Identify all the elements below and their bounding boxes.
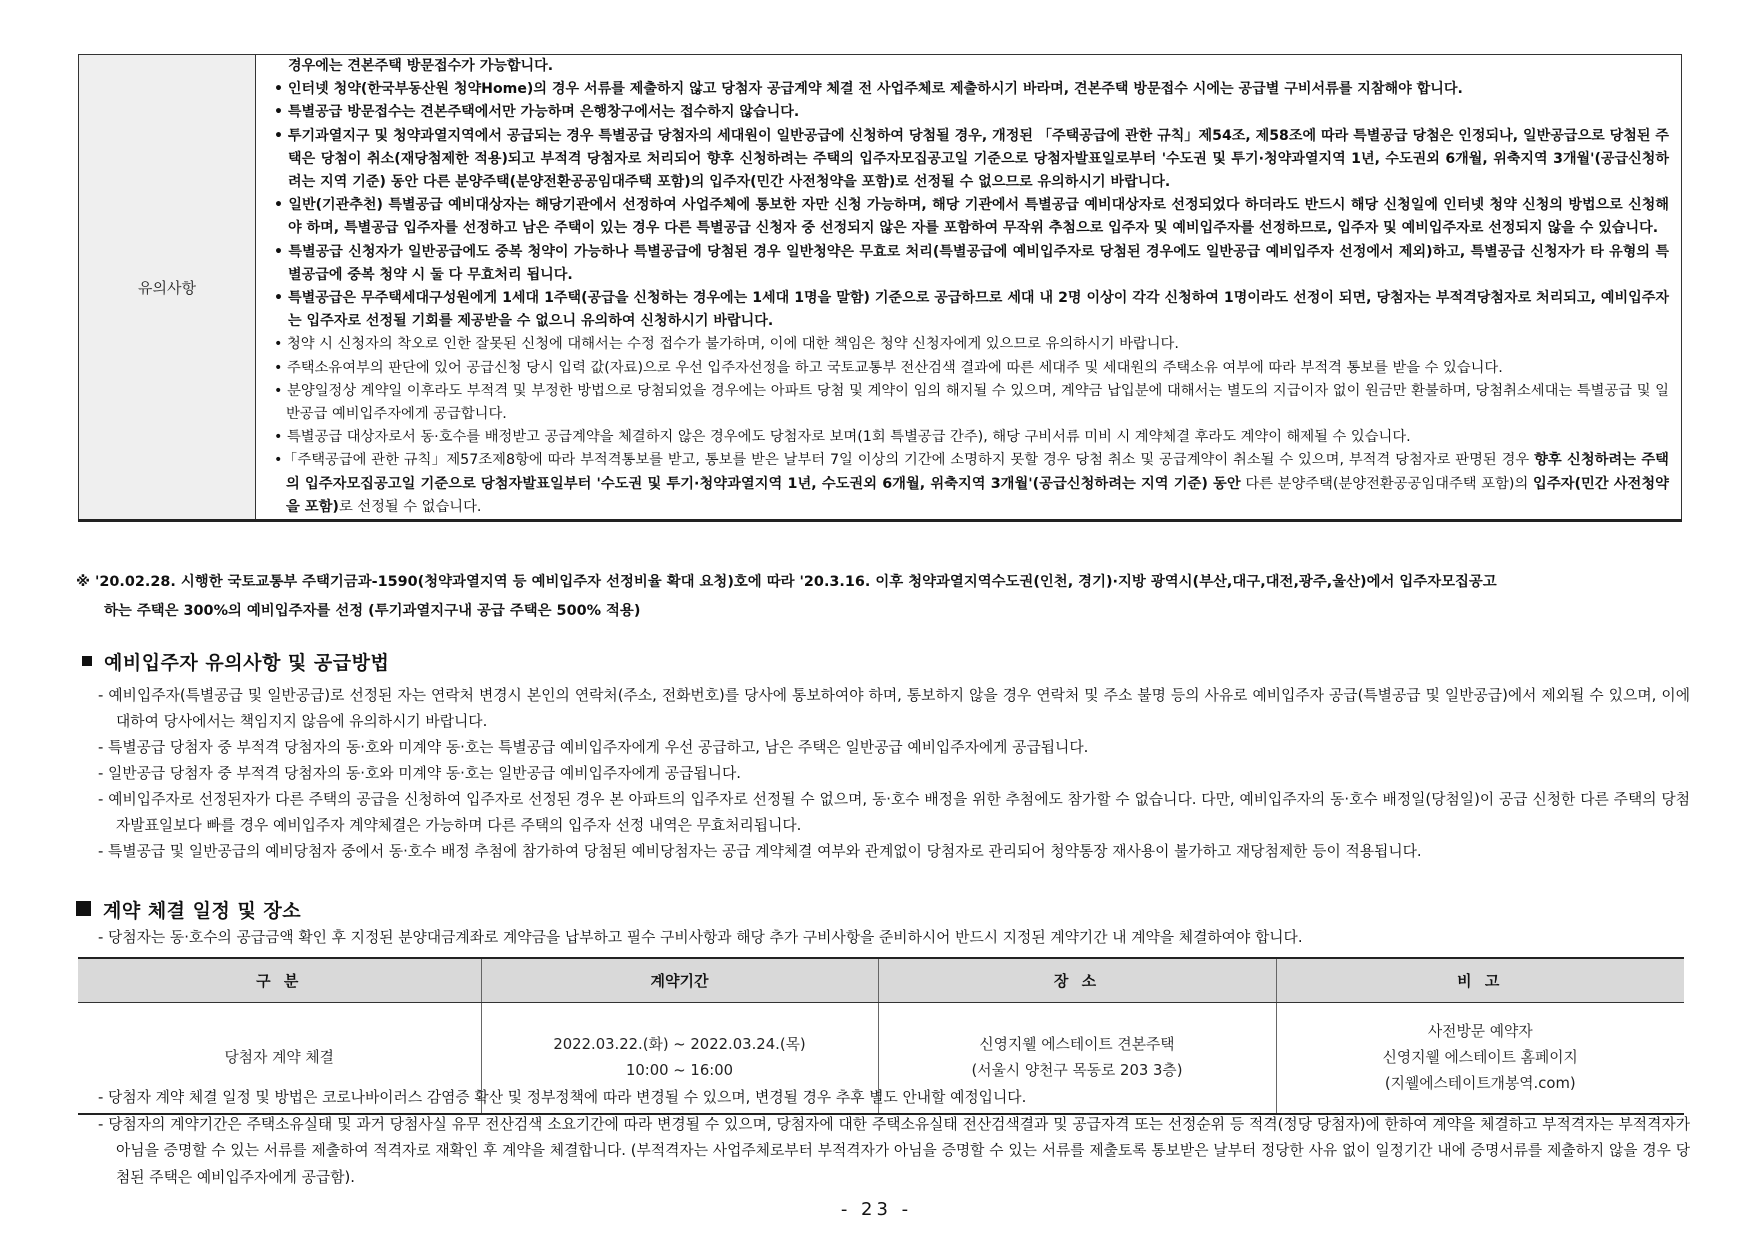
place-address: (서울시 양천구 목동로 203 3층) — [971, 1062, 1183, 1079]
list-item: - 특별공급 및 일반공급의 예비당첨자 중에서 동·호수 배정 추첨에 참가하여 당첨된 예비당첨자는 공급 계약체결 여부와 관계없이 당첨자로 관리되어 청약통장 재사용이 불가하고 재당첨제한 등이 적용됩니다. — [98, 843, 1422, 860]
list-item: - 당첨자 계약 체결 일정 및 방법은 코로나바이러스 감염증 확산 및 정부정책에 따라 변경될 수 있으며, 변경될 경우 추후 별도 안내할 예정입니다. — [98, 1089, 1027, 1106]
note-line: • 청약 시 신청자의 착오로 인한 잘못된 신청에 대해서는 수정 접수가 불가하며, 이에 대한 책임은 청약 신청자에게 있으므로 유의하시기 바랍니다. — [274, 336, 1179, 353]
table-cell-category: 당첨자 계약 체결 — [78, 1003, 481, 1115]
note-line-2: 신영지웰 에스테이트 홈페이지 — [1382, 1049, 1578, 1066]
square-bullet-icon — [76, 901, 91, 916]
note-line: • 특별공급은 무주택세대구성원에게 1세대 1주택(공급을 신청하는 경우에는 1세대 1명을 말함) 기준으로 공급하므로 세대 내 2명 이상이 각각 신청하여 1명이라도 선정이 되면, 당첨자는 부적격당첨자로 처리되고, 예비입주자는 입주자로 선정될 기회를 제공받을 수 없으니 유의하여 신청하시기 바랍니다. — [274, 290, 1669, 330]
note-line: • 인터넷 청약(한국부동산원 청약Home)의 경우 서류를 제출하지 않고 당첨자 공급계약 체결 전 사업주체로 제출하시기 바라며, 견본주택 방문접수 시에는 공급별 구비서류를 지참해야 합니다. — [274, 81, 1463, 98]
note-line-bold-part: 향후 신청하려는 주택의 입주자모집공고일 기준으로 당첨자발표일부터 '수도권 및 투기·청약과열지역 1년, 수도권외 6개월, 위축지역 3개월'(공급신청하려는 지역 기준) 동안 — [286, 452, 1669, 492]
notes-table — [78, 54, 1682, 522]
list-item: - 일반공급 당첨자 중 부적격 당첨자의 동·호와 미계약 동·호는 일반공급 예비입주자에게 공급됩니다. — [98, 765, 741, 782]
note-line: • 일반(기관추천) 특별공급 예비대상자는 해당기관에서 선정하여 사업주체에 통보한 자만 신청 가능하며, 해당 기관에서 특별공급 예비대상자로 선정되었다 하더라도 반드시 해당 신청일에 인터넷 청약 신청의 방법으로 신청해야 하며, 특별공급 입주자를 선정하고 남은 주택이 있는 경우 다른 특별공급 신청자 중 선정되지 않은 자를 포함하여 무작위 추첨으로 입주자 및 예비입주자를 선정하므로, 입주자 및 예비입주자로 선정되지 않을 수 있습니다. — [274, 197, 1669, 237]
note-line: • 특별공급 대상자로서 동·호수를 배정받고 공급계약을 체결하지 않은 경우에도 당첨자로 보며(1회 특별공급 간주), 해당 구비서류 미비 시 계약체결 후라도 계약이 해제될 수 있습니다. — [274, 429, 1411, 446]
section-title-reserve — [82, 648, 389, 675]
page-number: - 23 - — [840, 1199, 913, 1220]
note-line-part: 다른 분양주택(분양전환공공임대주택 포함)의 — [1240, 475, 1534, 492]
contract-intro-list — [98, 925, 1690, 951]
section-title-text: 예비입주자 유의사항 및 공급방법 — [104, 652, 390, 674]
table-header: 장 소 — [878, 958, 1276, 1003]
place-name: 신영지웰 에스테이트 견본주택 — [979, 1036, 1175, 1053]
note-line-3: (지웰에스테이트개봉역.com) — [1384, 1075, 1576, 1092]
note-line: • 분양일정상 계약일 이후라도 부적격 및 부정한 방법으로 당첨되었을 경우에는 아파트 당첨 및 계약이 임의 해지될 수 있으며, 계약금 납입분에 대해서는 별도의 지급이자 없이 원금만 환불하며, 당첨취소세대는 특별공급 및 일반공급 예비입주자에게 공급합니다. — [274, 382, 1669, 423]
contract-notes-list — [98, 1085, 1690, 1191]
table-header: 계약기간 — [481, 958, 878, 1003]
table-header-row — [78, 958, 1684, 1003]
notes-label-cell — [79, 55, 256, 521]
note-line: • 특별공급 방문접수는 견본주택에서만 가능하며 은행창구에서는 접수하지 않습니다. — [274, 104, 800, 121]
note-line: 경우에는 견본주택 방문접수가 가능합니다. — [288, 58, 554, 74]
section-title-contract — [76, 896, 301, 923]
period-dates: 2022.03.22.(화) ~ 2022.03.24.(목) — [553, 1036, 806, 1053]
section-title-text: 계약 체결 일정 및 장소 — [103, 900, 302, 922]
note-line: • 주택소유여부의 판단에 있어 공급신청 당시 입력 값(자료)으로 우선 입주자선정을 하고 국토교통부 전산검색 결과에 따른 세대주 및 세대원의 주택소유 여부에 따라 부적격 통보를 받을 수 있습니다. — [274, 359, 1503, 376]
table-header: 구 분 — [78, 958, 481, 1003]
list-item: - 당첨자는 동·호수의 공급금액 확인 후 지정된 분양대금계좌로 계약금을 납부하고 필수 구비사항과 해당 추가 구비사항을 준비하시어 반드시 지정된 계약기간 내 계약을 체결하여야 합니다. — [98, 929, 1303, 946]
period-hours: 10:00 ~ 16:00 — [625, 1062, 734, 1079]
note-line: • 특별공급 신청자가 일반공급에도 중복 청약이 가능하나 특별공급에 당첨된 경우 일반청약은 무효로 처리(특별공급에 예비입주자로 당첨된 경우에도 일반공급 예비입주자 선정에서 제외)하고, 특별공급 신청자가 타 유형의 특별공급에 중복 청약 시 둘 다 무효처리 됩니다. — [274, 243, 1669, 283]
star-note — [76, 568, 1691, 626]
table-header: 비 고 — [1276, 958, 1684, 1003]
notes-label: 유의사항 — [138, 278, 196, 297]
note-line-1: 사전방문 예약자 — [1427, 1023, 1533, 1040]
note-line: • 투기과열지구 및 청약과열지역에서 공급되는 경우 특별공급 당첨자의 세대원이 일반공급에 신청하여 당첨될 경우, 개정된 「주택공급에 관한 규칙」제54조, 제58조에 따라 특별공급 당첨은 인정되나, 일반공급으로 당첨된 주택은 당첨이 취소(재당첨제한 적용)되고 부적격 당첨자로 처리되어 향후 신청하려는 주택의 입주자모집공고일 기준으로 당첨자발표일로부터 '수도권 및 투기·청약과열지역 1년, 수도권외 6개월, 위축지역 3개월'(공급신청하려는 지역 기준) 동안 다른 분양주택(분양전환공공임대주택 포함)의 입주자(민간 사전청약을 포함)로 선정될 수 없으므로 유의하시기 바랍니다. — [274, 127, 1669, 191]
note-line-part: 로 선정될 수 없습니다. — [338, 498, 482, 515]
list-item: - 예비입주자(특별공급 및 일반공급)로 선정된 자는 연락처 변경시 본인의 연락처(주소, 전화번호)를 당사에 통보하여야 하며, 통보하지 않을 경우 연락처 및 주소 불명 등의 사유로 예비입주자 공급(특별공급 및 일반공급)에서 제외될 수 있으며, 이에 대하여 당사에서는 책임지지 않음에 유의하시기 바랍니다. — [98, 687, 1690, 730]
star-note-line2: 하는 주택은 300%의 예비입주자를 선정 (투기과열지구내 공급 주택은 500% 적용) — [104, 603, 641, 619]
star-note-line1: ※ '20.02.28. 시행한 국토교통부 주택기금과-1590(청약과열지역 등 예비입주자 선정비율 확대 요청)호에 따라 '20.3.16. 이후 청약과열지역수도권(인천, 경기)·지방 광역시(부산,대구,대전,광주,울산)에서 입주자모집공고 — [76, 574, 1497, 590]
list-item: - 예비입주자로 선정된자가 다른 주택의 공급을 신청하여 입주자로 선정된 경우 본 아파트의 입주자로 선정될 수 없으며, 동·호수 배정을 위한 추첨에도 참가할 수 없습니다. 다만, 예비입주자의 동·호수 배정일(당첨일)이 공급 신청한 다른 주택의 당첨자발표일보다 빠를 경우 예비입주자 계약체결은 가능하며 다른 주택의 입주자 선정 내역은 무효처리됩니다. — [98, 791, 1690, 834]
list-item: - 특별공급 당첨자 중 부적격 당첨자의 동·호와 미계약 동·호는 특별공급 예비입주자에게 우선 공급하고, 남은 주택은 일반공급 예비입주자에게 공급됩니다. — [98, 739, 1089, 756]
list-item: - 당첨자의 계약기간은 주택소유실태 및 과거 당첨사실 유무 전산검색 소요기간에 따라 변경될 수 있으며, 당첨자에 대한 주택소유실태 전산검색결과 및 공급자격 또는 선정순위 등 적격(정당 당첨자)에 한하여 계약을 체결하고 부적격자는 부적격자가 아님을 증명할 수 있는 서류를 제출하여 적격자로 재확인 후 계약을 체결합니다. (부적격자는 사업주체로부터 부적격자가 아님을 증명할 수 있는 서류를 제출토록 통보받은 날부터 정당한 사유 없이 일정기간 내에 증명서류를 제출하지 않을 경우 당첨된 주택은 예비입주자에게 공급함). — [98, 1115, 1690, 1186]
reserve-notes-list — [98, 683, 1690, 865]
note-line-bold-part: 입주자(민간 사전청약을 포함) — [286, 475, 1669, 515]
square-bullet-icon — [82, 656, 92, 666]
note-line — [268, 449, 1669, 519]
note-line-part: •「주택공급에 관한 규칙」제57조제8항에 따라 부적격통보를 받고, 통보를 받은 날부터 7일 이상의 기간에 소명하지 못할 경우 당첨 취소 및 공급계약이 취소될 수 있으며, 부적격 당첨자로 판명된 경우 — [274, 452, 1530, 469]
notes-body-cell — [256, 55, 1682, 521]
